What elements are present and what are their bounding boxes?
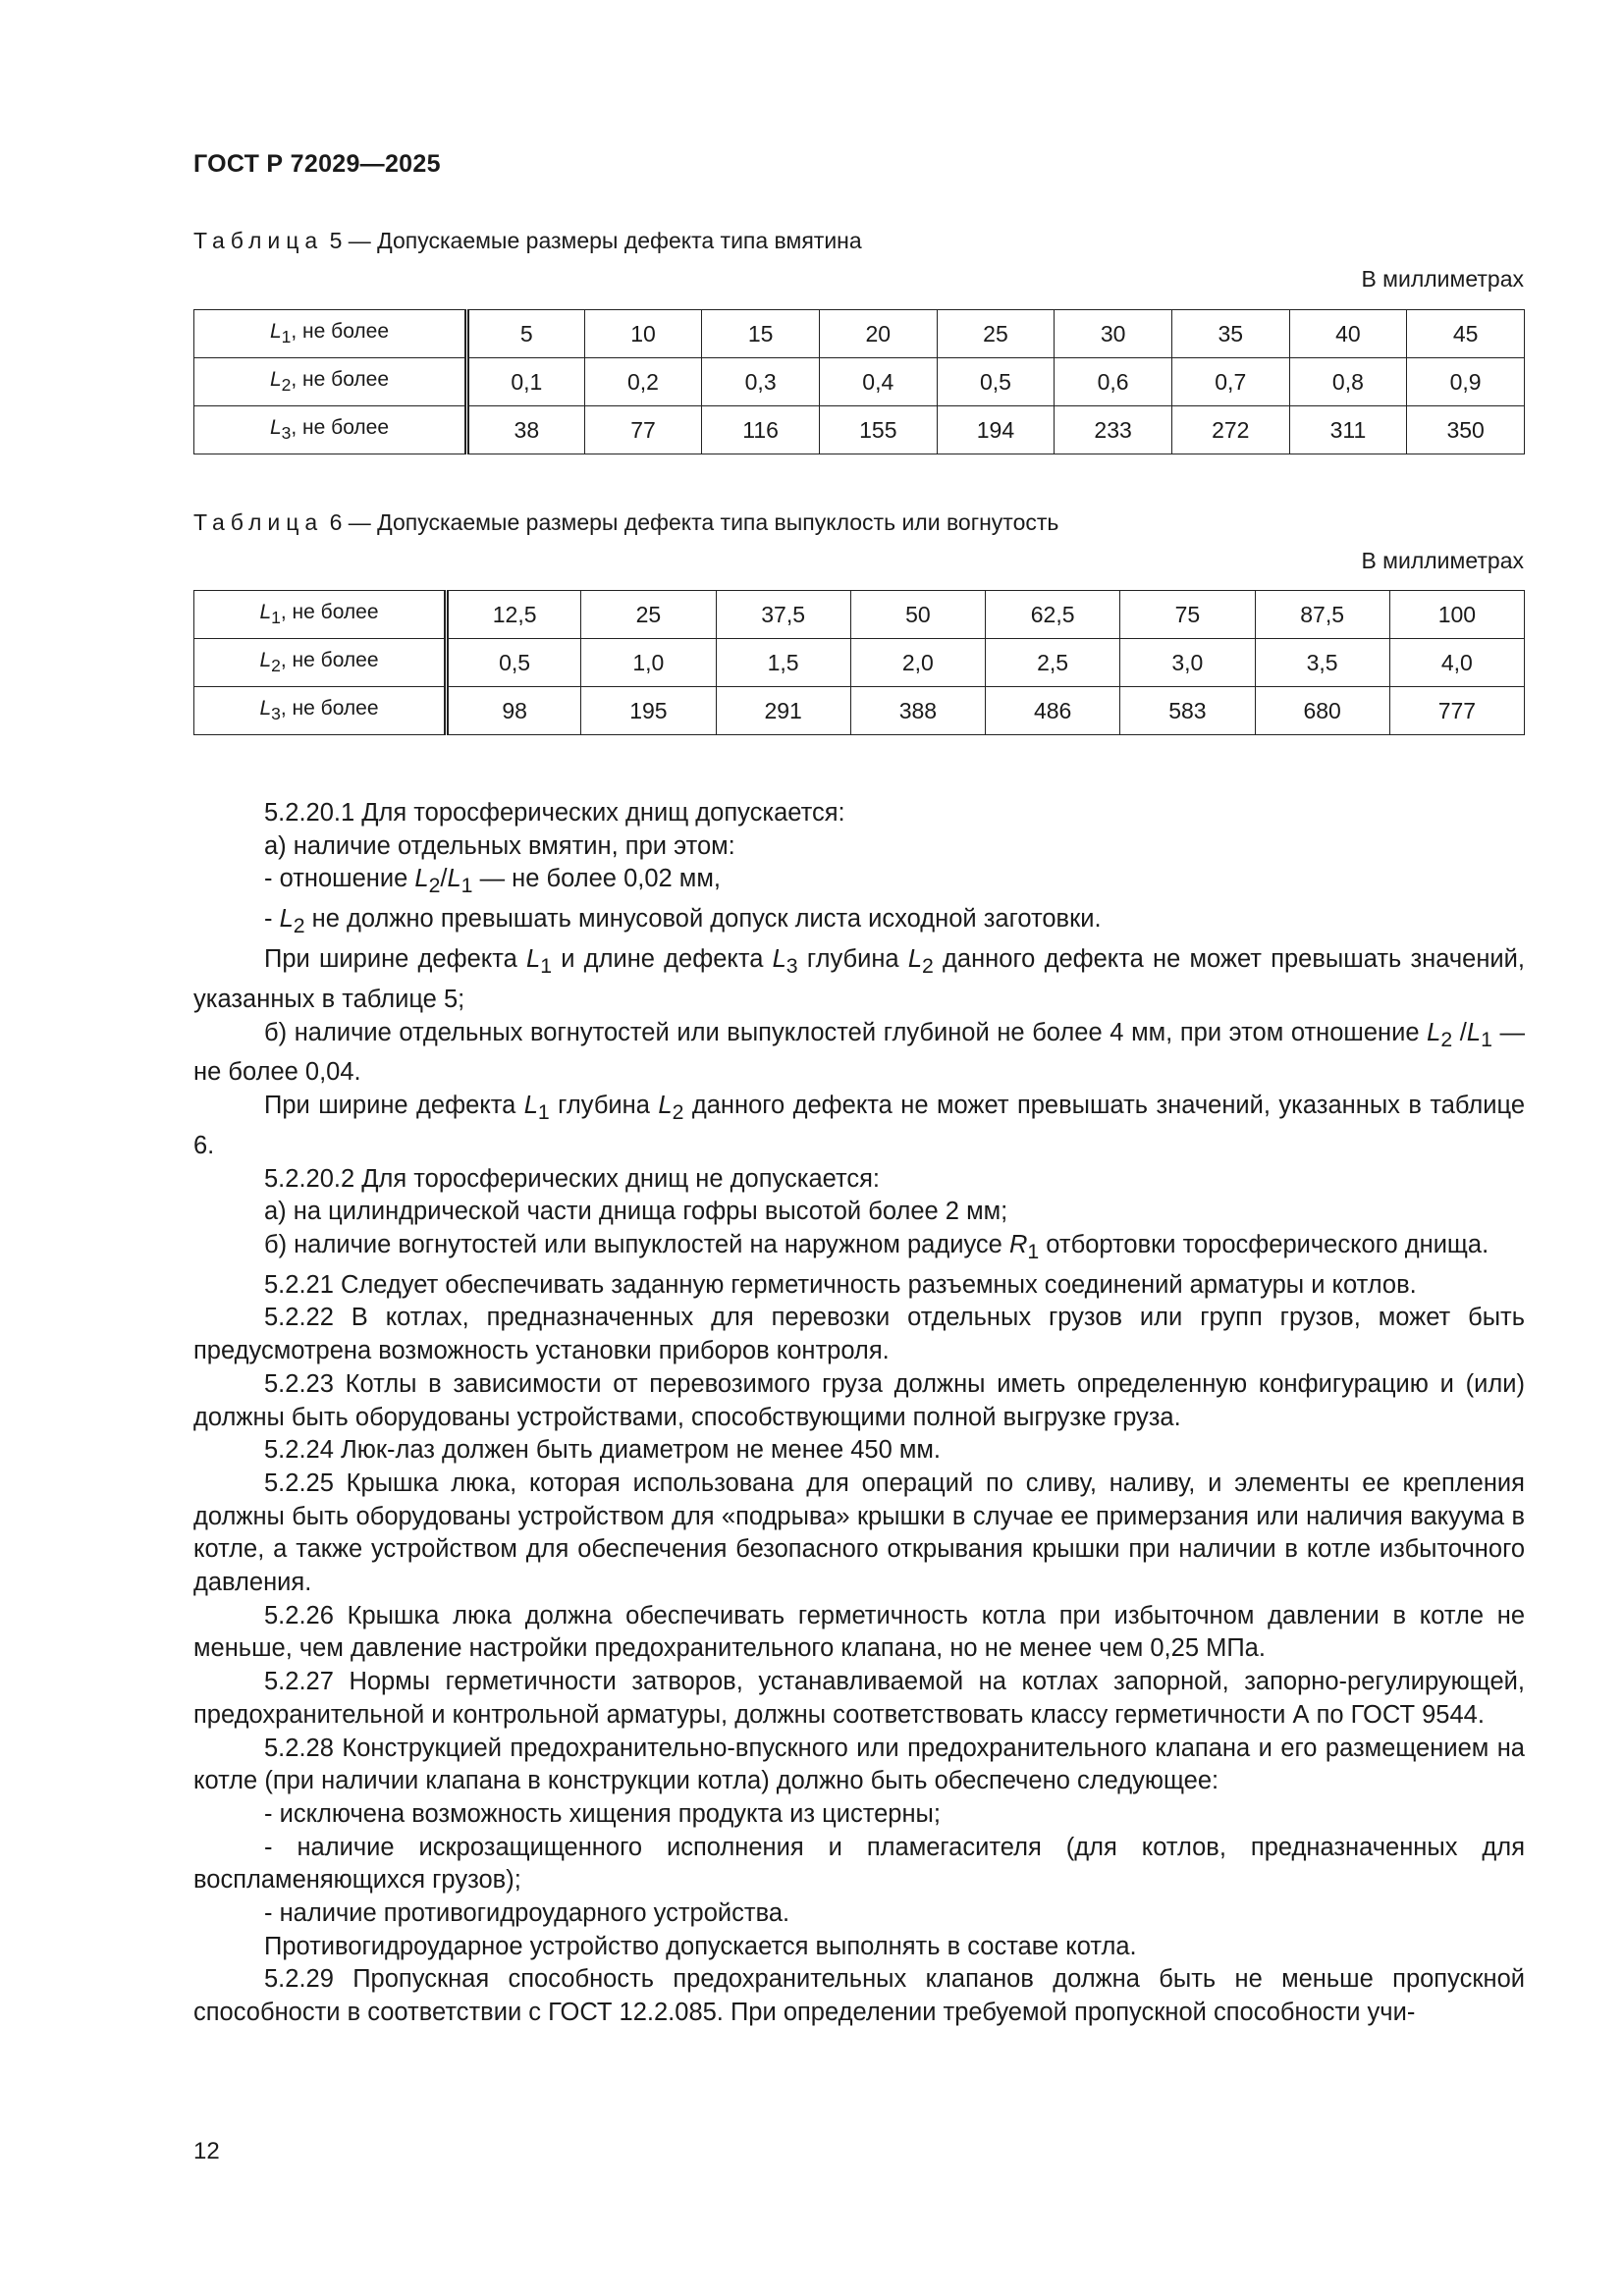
- para-5-2-28: 5.2.28 Конструкцией предохранительно-впускного или предохранительного клапана и его размещением на котле (при наличии клапана в конструкции котла) должно быть обеспечено следующее:: [193, 1734, 1525, 1795]
- table6-row-label: $L_2$, не более: [194, 639, 447, 687]
- table5-cell: 155: [819, 406, 937, 454]
- para-table6-ref: При ширине дефекта $L_1$ глубина $L_2$ данного дефекта не может превышать значений, указанных в таблице 6.: [193, 1092, 1525, 1159]
- table5-cell: 30: [1055, 310, 1172, 358]
- document-header: ГОСТ Р 72029—2025: [193, 150, 441, 178]
- table5-row-label: $L_3$, не более: [194, 406, 467, 454]
- table6-row-label: $L_3$, не более: [194, 687, 447, 735]
- para-5-2-20-2: 5.2.20.2 Для торосферических днищ не допускается:: [264, 1164, 880, 1193]
- table5-cell: 20: [819, 310, 937, 358]
- table5-caption: [193, 228, 862, 254]
- table5-cell: 40: [1289, 310, 1407, 358]
- body-text: [193, 797, 1525, 2030]
- table6: [193, 590, 1525, 735]
- table5-cell: 272: [1171, 406, 1289, 454]
- table6-cell: 37,5: [716, 591, 850, 639]
- table5-cell: 77: [584, 406, 702, 454]
- table6-cell: 50: [850, 591, 985, 639]
- para-anti-surge: Противогидроударное устройство допускается выполнять в составе котла.: [264, 1932, 1137, 1960]
- para-5-2-24: 5.2.24 Люк-лаз должен быть диаметром не менее 450 мм.: [264, 1436, 942, 1465]
- table6-cell: 87,5: [1255, 591, 1389, 639]
- table5-row: [194, 358, 1525, 406]
- page-number: 12: [193, 2138, 220, 2164]
- table6-cell: 98: [447, 687, 581, 735]
- table5-cell: 10: [584, 310, 702, 358]
- table5-row-label: $L_2$, не более: [194, 358, 467, 406]
- para-5-2-28-dash-2: - наличие искрозащищенного исполнения и пламегасителя (для котлов, предназначенных для воспламеняющихся грузов);: [193, 1833, 1525, 1895]
- table6-caption-word: Таблица: [193, 509, 324, 535]
- table5-row-label: $L_1$, не более: [194, 310, 467, 358]
- table5-cell: 0,7: [1171, 358, 1289, 406]
- table5-cell: 194: [937, 406, 1055, 454]
- table5: [193, 309, 1525, 454]
- table6-cell: 75: [1120, 591, 1255, 639]
- table6-cell: 62,5: [986, 591, 1120, 639]
- table6-cell: 2,5: [986, 639, 1120, 687]
- para-5-2-26: 5.2.26 Крышка люка должна обеспечивать герметичность котла при избыточном давлении в котле не меньше, чем давление настройки предохранительного клапана, но не менее чем 0,25 МПа.: [193, 1601, 1525, 1663]
- table5-cell: 116: [702, 406, 820, 454]
- table6-cell: 25: [581, 591, 716, 639]
- table5-cell: 0,6: [1055, 358, 1172, 406]
- table5-cell: 0,2: [584, 358, 702, 406]
- table6-cell: 777: [1389, 687, 1524, 735]
- table5-cell: 0,1: [467, 358, 585, 406]
- table6-cell: 195: [581, 687, 716, 735]
- para-5-2-20-1: 5.2.20.1 Для торосферических днищ допускается:: [264, 799, 845, 827]
- table6-cell: 2,0: [850, 639, 985, 687]
- para-5-2-20-2-b: б) наличие вогнутостей или выпуклостей на наружном радиусе $R_1$ отбортовки торосферического днища.: [264, 1230, 1489, 1263]
- para-5-2-27: 5.2.27 Нормы герметичности затворов, устанавливаемой на котлах запорной, запорно-регулирующей, предохранительной и контрольной арматуры, должны соответствовать классу герметичности А по ГОСТ 9544.: [193, 1668, 1525, 1729]
- table5-row: [194, 310, 1525, 358]
- table6-row-label: $L_1$, не более: [194, 591, 447, 639]
- table5-cell: 5: [467, 310, 585, 358]
- table5-cell: 35: [1171, 310, 1289, 358]
- table5-caption-word: Таблица: [193, 228, 324, 253]
- table6-cell: 4,0: [1389, 639, 1524, 687]
- table5-cell: 15: [702, 310, 820, 358]
- para-5-2-29: 5.2.29 Пропускная способность предохранительных клапанов должна быть не меньше пропускной способности в соответствии с ГОСТ 12.2.085. При определении требуемой пропускной способности учи-: [193, 1965, 1525, 2027]
- table5-cell: 0,4: [819, 358, 937, 406]
- table5-cell: 0,9: [1407, 358, 1525, 406]
- table6-caption: [193, 509, 1058, 536]
- table5-cell: 45: [1407, 310, 1525, 358]
- para-5-2-23: 5.2.23 Котлы в зависимости от перевозимого груза должны иметь определенную конфигурацию и (или) должны быть оборудованы устройствами, способствующими полной выгрузке груза.: [193, 1369, 1525, 1431]
- para-item-b: б) наличие отдельных вогнутостей или выпуклостей глубиной не более 4 мм, при этом отношение $L_2$ $/L_1$ — не более 0,04.: [193, 1018, 1525, 1087]
- table6-cell: 388: [850, 687, 985, 735]
- table6-row: [194, 591, 1525, 639]
- table6-cell: 3,5: [1255, 639, 1389, 687]
- table6-cell: 12,5: [447, 591, 581, 639]
- table6-cell: 583: [1120, 687, 1255, 735]
- para-dash-ratio: - отношение $L_2/L_1$ — не более 0,02 мм,: [264, 865, 721, 898]
- table5-units: В миллиметрах: [1361, 266, 1524, 292]
- table5-caption-text: 5 — Допускаемые размеры дефекта типа вмятина: [323, 228, 862, 253]
- table6-cell: 3,0: [1120, 639, 1255, 687]
- table6-cell: 1,5: [716, 639, 850, 687]
- table6-row: [194, 639, 1525, 687]
- table5-cell: 233: [1055, 406, 1172, 454]
- table5-cell: 0,3: [702, 358, 820, 406]
- table6-row: [194, 687, 1525, 735]
- table6-cell: 100: [1389, 591, 1524, 639]
- table5-cell: 25: [937, 310, 1055, 358]
- para-5-2-28-dash-3: - наличие противогидроударного устройства.: [264, 1899, 790, 1928]
- table5-cell: 350: [1407, 406, 1525, 454]
- table6-cell: 291: [716, 687, 850, 735]
- para-5-2-22: 5.2.22 В котлах, предназначенных для перевозки отдельных грузов или групп грузов, может быть предусмотрена возможность установки приборов контроля.: [193, 1304, 1525, 1365]
- para-5-2-28-dash-1: - исключена возможность хищения продукта из цистерны;: [264, 1799, 941, 1828]
- table6-cell: 486: [986, 687, 1120, 735]
- para-item-a: а) наличие отдельных вмятин, при этом:: [264, 831, 735, 860]
- para-dash-l2: - $L_2$ не должно превышать минусовой допуск листа исходной заготовки.: [264, 905, 1102, 938]
- table5-cell: 311: [1289, 406, 1407, 454]
- table5-cell: 0,8: [1289, 358, 1407, 406]
- table5-cell: 38: [467, 406, 585, 454]
- table6-cell: 680: [1255, 687, 1389, 735]
- para-5-2-25: 5.2.25 Крышка люка, которая использована для операций по сливу, наливу, и элементы ее крепления должны быть оборудованы устройством для «подрыва» крышки в случае ее примерзания или наличия вакуума в котле, а также устройством для обеспечения безопасного открывания крышки при наличии в котле избыточного давления.: [193, 1468, 1525, 1597]
- table6-units: В миллиметрах: [1361, 548, 1524, 573]
- table6-cell: 1,0: [581, 639, 716, 687]
- para-table5-ref: При ширине дефекта $L_1$ и длине дефекта $L_3$ глубина $L_2$ данного дефекта не может превышать значений, указанных в таблице 5;: [193, 945, 1526, 1013]
- table5-cell: 0,5: [937, 358, 1055, 406]
- para-5-2-20-2-a: а) на цилиндрической части днища гофры высотой более 2 мм;: [264, 1198, 1008, 1226]
- table6-caption-text: 6 — Допускаемые размеры дефекта типа выпуклость или вогнутость: [323, 509, 1059, 535]
- table5-row: [194, 406, 1525, 454]
- table6-cell: 0,5: [447, 639, 581, 687]
- para-5-2-21: 5.2.21 Следует обеспечивать заданную герметичность разъемных соединений арматуры и котлов.: [264, 1270, 1417, 1299]
